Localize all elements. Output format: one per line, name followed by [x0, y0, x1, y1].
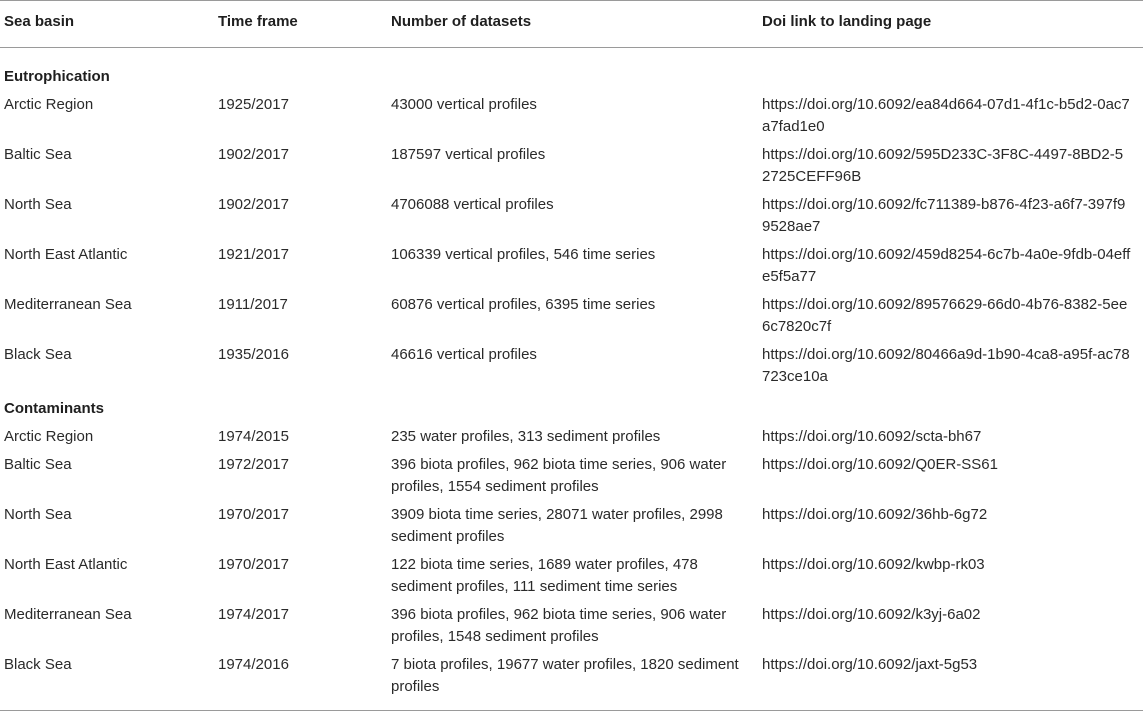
table-row: [0, 94, 1143, 144]
cell-number-of-datasets: 187597 vertical profiles: [391, 146, 546, 163]
cell-number-of-datasets: 43000 vertical profiles: [391, 96, 537, 113]
doi-link[interactable]: https://doi.org/10.6092/k3yj-6a02: [762, 606, 981, 623]
cell-sea-basin: Mediterranean Sea: [4, 606, 132, 623]
table-row: [0, 654, 1143, 711]
cell-time-frame: 1974/2015: [218, 428, 289, 445]
cell-time-frame: 1974/2016: [214, 654, 387, 711]
doi-link[interactable]: https://doi.org/10.6092/jaxt-5g53: [762, 656, 978, 673]
cell-number-of-datasets: 60876 vertical profiles, 6395 time series: [391, 296, 656, 313]
table-row: [0, 454, 1143, 504]
cell-sea-basin: North Sea: [4, 196, 72, 213]
doi-link[interactable]: https://doi.org/10.6092/595D233C-3F8C-4497-8BD2-52725CEFF96B: [762, 146, 1124, 185]
header-doi-link: Doi link to landing page: [758, 1, 1143, 48]
table-row: [0, 504, 1143, 554]
cell-time-frame: 1925/2017: [218, 96, 289, 113]
cell-doi-link: [758, 454, 1143, 504]
cell-sea-basin: Black Sea: [0, 654, 214, 711]
cell-number-of-datasets: 235 water profiles, 313 sediment profiles: [391, 428, 661, 445]
cell-number-of-datasets: 7 biota profiles, 19677 water profiles, 1820 sediment profiles: [387, 654, 758, 711]
cell-sea-basin: North East Atlantic: [4, 556, 128, 573]
cell-time-frame: 1921/2017: [218, 246, 289, 263]
table-row: [0, 426, 1143, 454]
doi-link[interactable]: https://doi.org/10.6092/fc711389-b876-4f23-a6f7-397f99528ae7: [762, 196, 1126, 235]
cell-time-frame: 1902/2017: [218, 196, 289, 213]
cell-doi-link: [758, 94, 1143, 144]
cell-number-of-datasets: 122 biota time series, 1689 water profiles, 478 sediment profiles, 111 sediment time series: [391, 556, 698, 595]
section-title: Contaminants: [4, 400, 105, 417]
table-row: [0, 294, 1143, 344]
table-row: [0, 344, 1143, 394]
cell-time-frame: 1970/2017: [218, 506, 289, 523]
table-row: [0, 244, 1143, 294]
cell-time-frame: 1902/2017: [218, 146, 289, 163]
cell-number-of-datasets: 4706088 vertical profiles: [391, 196, 554, 213]
header-sea-basin: Sea basin: [0, 1, 214, 48]
cell-sea-basin: North East Atlantic: [4, 246, 128, 263]
cell-number-of-datasets: 396 biota profiles, 962 biota time series, 906 water profiles, 1554 sediment profiles: [391, 456, 727, 495]
cell-sea-basin: Baltic Sea: [4, 146, 72, 163]
cell-doi-link: [758, 504, 1143, 554]
doi-link[interactable]: https://doi.org/10.6092/36hb-6g72: [762, 506, 988, 523]
cell-number-of-datasets: 106339 vertical profiles, 546 time series: [391, 246, 656, 263]
cell-sea-basin: Arctic Region: [4, 428, 94, 445]
doi-link[interactable]: https://doi.org/10.6092/459d8254-6c7b-4a0e-9fdb-04effe5f5a77: [762, 246, 1131, 285]
table-row: [0, 554, 1143, 604]
cell-number-of-datasets: 396 biota profiles, 962 biota time series, 906 water profiles, 1548 sediment profiles: [391, 606, 727, 645]
doi-link[interactable]: https://doi.org/10.6092/ea84d664-07d1-4f1c-b5d2-0ac7a7fad1e0: [762, 96, 1130, 135]
cell-time-frame: 1911/2017: [218, 296, 288, 313]
cell-sea-basin: Mediterranean Sea: [4, 296, 132, 313]
cell-time-frame: 1972/2017: [218, 456, 289, 473]
cell-doi-link: [758, 244, 1143, 294]
cell-doi-link: [758, 144, 1143, 194]
doi-link[interactable]: https://doi.org/10.6092/89576629-66d0-4b76-8382-5ee6c7820c7f: [762, 296, 1128, 335]
cell-number-of-datasets: 3909 biota time series, 28071 water profiles, 2998 sediment profiles: [391, 506, 723, 545]
cell-doi-link: [758, 344, 1143, 394]
cell-sea-basin: Arctic Region: [4, 96, 94, 113]
doi-link[interactable]: https://doi.org/10.6092/scta-bh67: [762, 428, 982, 445]
table-row: [0, 604, 1143, 654]
cell-time-frame: 1974/2017: [218, 606, 289, 623]
cell-doi-link: [758, 294, 1143, 344]
doi-link[interactable]: https://doi.org/10.6092/80466a9d-1b90-4ca8-a95f-ac78723ce10a: [762, 346, 1130, 385]
doi-link[interactable]: https://doi.org/10.6092/kwbp-rk03: [762, 556, 985, 573]
cell-doi-link: [758, 654, 1143, 711]
cell-sea-basin: Black Sea: [4, 346, 72, 363]
cell-doi-link: [758, 604, 1143, 654]
table-row: [0, 194, 1143, 244]
doi-link[interactable]: https://doi.org/10.6092/Q0ER-SS61: [762, 456, 998, 473]
cell-sea-basin: North Sea: [4, 506, 72, 523]
cell-doi-link: [758, 194, 1143, 244]
section-title: Eutrophication: [4, 68, 110, 85]
cell-doi-link: [758, 554, 1143, 604]
section-row: [0, 394, 1143, 426]
cell-time-frame: 1935/2016: [218, 346, 289, 363]
cell-doi-link: [758, 426, 1143, 454]
table-header: [0, 1, 1143, 48]
table-row: [0, 144, 1143, 194]
cell-sea-basin: Baltic Sea: [4, 456, 72, 473]
cell-time-frame: 1970/2017: [218, 556, 289, 573]
section-row: [0, 48, 1143, 95]
header-number-of-datasets: Number of datasets: [387, 1, 758, 48]
header-row: [0, 1, 1143, 48]
cell-number-of-datasets: 46616 vertical profiles: [391, 346, 537, 363]
table-body: [0, 48, 1143, 711]
header-time-frame: Time frame: [214, 1, 387, 48]
